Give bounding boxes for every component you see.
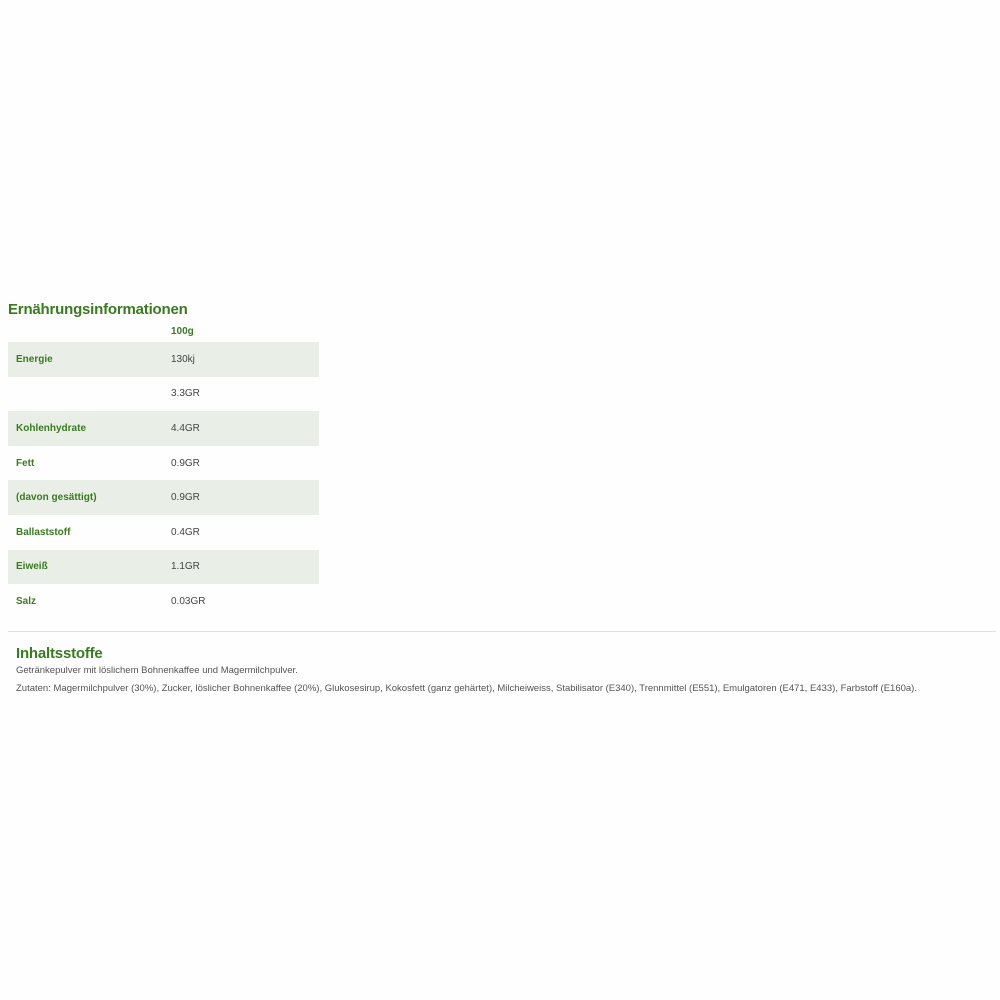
table-row bbox=[8, 411, 319, 446]
nutrient-label: (davon gesättigt) bbox=[8, 480, 171, 515]
nutrition-table bbox=[8, 320, 319, 619]
nutrition-section bbox=[8, 300, 998, 619]
ingredients-title: Inhaltsstoffe bbox=[16, 645, 103, 662]
nutrient-label: Energie bbox=[8, 342, 171, 377]
nutrient-label: Eiweiß bbox=[8, 550, 171, 585]
nutrition-header-empty bbox=[8, 320, 171, 342]
nutrient-label: Ballaststoff bbox=[16, 526, 71, 538]
nutrient-label: Kohlenhydrate bbox=[8, 411, 171, 446]
nutrition-column-header: 100g bbox=[171, 325, 194, 337]
table-row bbox=[8, 550, 319, 585]
nutrient-value: 1.1GR bbox=[171, 550, 319, 585]
table-row bbox=[8, 342, 319, 377]
table-row bbox=[8, 584, 319, 619]
nutrient-value: 0.9GR bbox=[171, 457, 200, 469]
nutrient-value: 0.9GR bbox=[171, 480, 319, 515]
nutrition-header-row bbox=[8, 320, 319, 342]
nutrition-title: Ernährungsinformationen bbox=[8, 301, 188, 318]
nutrient-label: Salz bbox=[16, 595, 37, 607]
nutrient-value: 3.3GR bbox=[171, 388, 200, 400]
ingredients-description: Getränkepulver mit löslichem Bohnenkaffee und Magermilchpulver. bbox=[16, 665, 298, 676]
nutrient-value: 130kj bbox=[171, 342, 319, 377]
table-row bbox=[8, 377, 319, 412]
ingredients-list: Zutaten: Magermilchpulver (30%), Zucker, löslicher Bohnenkaffee (20%), Glukosesirup, Kokosfett (ganz gehärtet), Milcheiweiss, Stabilisator (E340), Trennmittel (E551), Emulgatoren (E471, E433), Farbstoff (E160a). bbox=[16, 683, 917, 694]
table-row bbox=[8, 446, 319, 481]
nutrient-value: 0.03GR bbox=[171, 595, 206, 607]
nutrient-label: Fett bbox=[16, 457, 35, 469]
nutrient-label bbox=[8, 377, 171, 412]
table-row bbox=[8, 480, 319, 515]
nutrient-value: 0.4GR bbox=[171, 526, 200, 538]
nutrient-value: 4.4GR bbox=[171, 411, 319, 446]
table-row bbox=[8, 515, 319, 550]
section-divider bbox=[8, 631, 996, 632]
ingredients-section bbox=[16, 645, 996, 695]
